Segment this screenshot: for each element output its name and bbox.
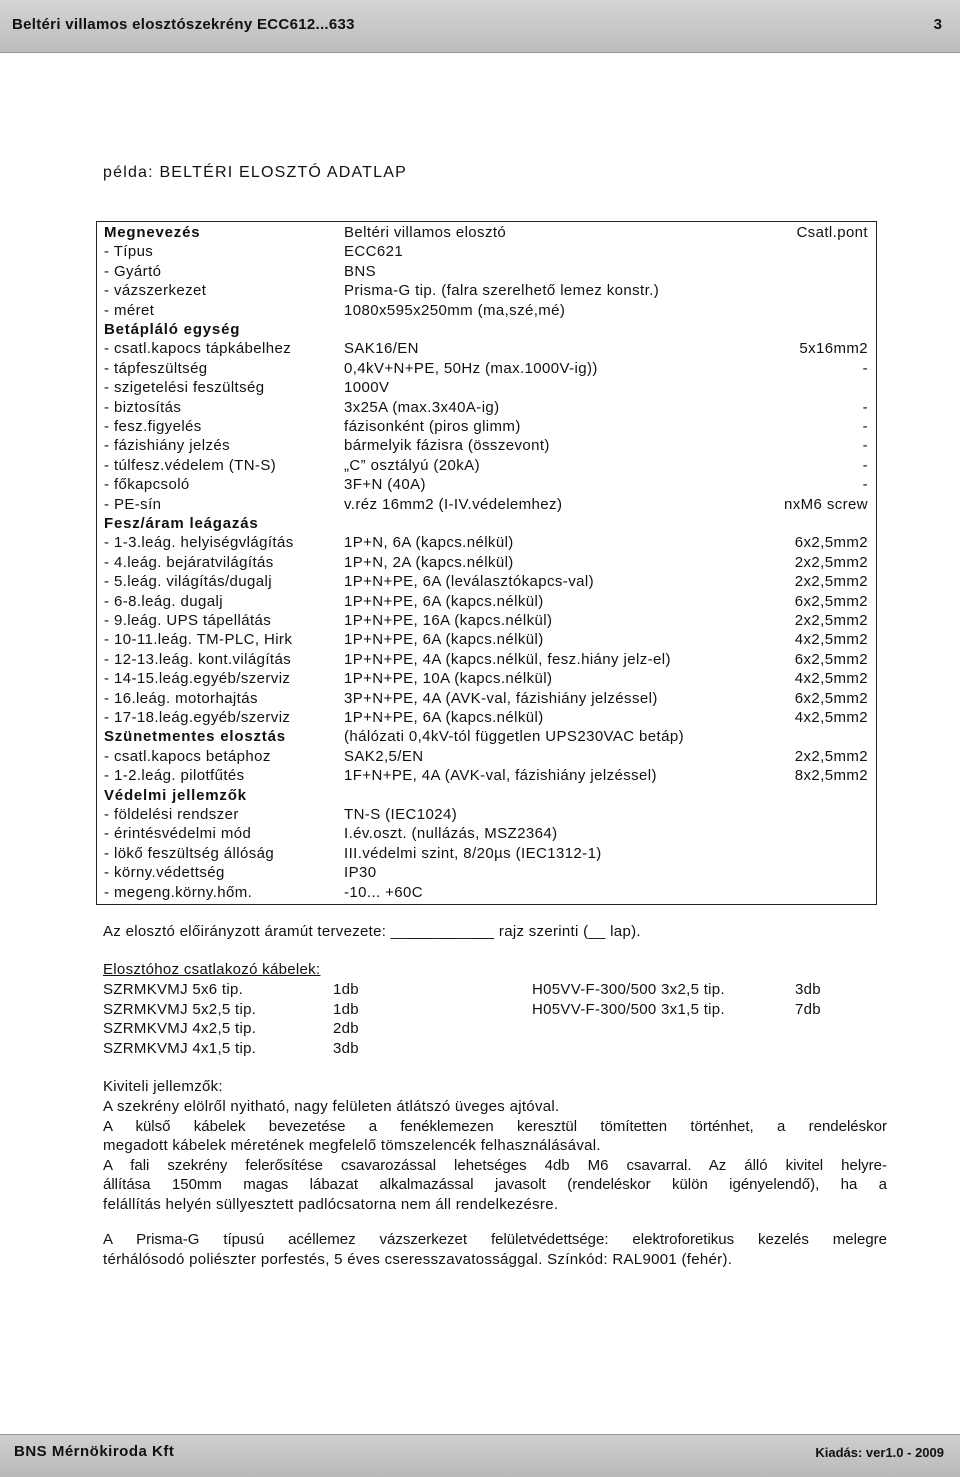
spec-connection: 6x2,5mm2	[794, 534, 868, 552]
cable-type: SZRMKVMJ 5x6 tip.	[103, 981, 244, 998]
spec-label: - 9.leág. UPS tápellátás	[104, 612, 272, 629]
spec-label: - biztosítás	[104, 398, 182, 416]
spec-row	[104, 456, 868, 475]
spec-connection: -	[862, 476, 868, 494]
spec-value: 1P+N, 2A (kapcs.nélkül)	[344, 553, 514, 571]
spec-label: - körny.védettség	[104, 864, 225, 882]
cable-type: H05VV-F-300/500 3x1,5 tip.	[532, 1000, 725, 1018]
spec-connection: 2x2,5mm2	[794, 747, 868, 765]
spec-row	[104, 650, 868, 669]
spec-label: - vázszerkezet	[104, 282, 207, 300]
spec-value: 1P+N, 6A (kapcs.nélkül)	[344, 534, 514, 552]
spec-value: 3x25A (max.3x40A-ig)	[344, 398, 500, 416]
spec-value: „C” osztályú (20kA)	[344, 456, 480, 474]
spec-label: - 1-2.leág. pilotfűtés	[104, 767, 245, 785]
spec-connection: 6x2,5mm2	[794, 689, 868, 707]
spec-connection: -	[862, 437, 868, 455]
spec-value: 1P+N+PE, 16A (kapcs.nélkül)	[344, 612, 553, 629]
paragraph-line: A külső kábelek bevezetése a fenéklemezen keresztül tömítetten történhet, a rendeléskor	[103, 1117, 887, 1135]
spec-row	[104, 708, 868, 727]
cable-type: SZRMKVMJ 4x2,5 tip.	[103, 1020, 257, 1037]
spec-label: - főkapcsoló	[104, 476, 190, 494]
spec-value: v.réz 16mm2 (I-IV.védelemhez)	[344, 495, 563, 513]
spec-value: 1F+N+PE, 4A (AVK-val, fázishiány jelzéssel)	[344, 767, 657, 785]
cable-quantity: 1db	[333, 1000, 359, 1018]
spec-connection: 4x2,5mm2	[794, 631, 868, 649]
spec-value: 3P+N+PE, 4A (AVK-val, fázishiány jelzéssel)	[344, 689, 658, 707]
spec-connection: -	[862, 418, 868, 435]
route-line: Az elosztó előirányzott áramút tervezete: ____________ rajz szerinti (__ lap).	[103, 923, 641, 940]
spec-row	[104, 242, 868, 261]
spec-label: - földelési rendszer	[104, 806, 239, 823]
spec-section-row	[104, 223, 868, 242]
spec-value: IP30	[344, 864, 377, 882]
footer-edition: Kiadás: ver1.0 - 2009	[815, 1445, 944, 1460]
spec-label: - méret	[104, 301, 155, 319]
spec-row	[104, 281, 868, 300]
spec-label: Szünetmentes elosztás	[104, 728, 286, 746]
cable-type: H05VV-F-300/500 3x2,5 tip.	[532, 981, 725, 998]
paragraph-line: A szekrény elölről nyitható, nagy felületen átlátszó üveges ajtóval.	[103, 1098, 560, 1115]
spec-connection: nxM6 screw	[783, 495, 868, 513]
spec-value: TN-S (IEC1024)	[344, 806, 458, 823]
spec-label: - 1-3.leág. helyiségvlágítás	[104, 534, 294, 552]
spec-value: 1P+N+PE, 6A (kapcs.nélkül)	[344, 709, 544, 726]
spec-value: 1000V	[344, 379, 390, 397]
spec-label: - megeng.körny.hőm.	[104, 883, 253, 901]
spec-connection: -	[862, 456, 868, 474]
cables-heading: Elosztóhoz csatlakozó kábelek:	[103, 961, 321, 978]
spec-label: - 5.leág. világítás/dugalj	[104, 573, 272, 591]
cable-quantity: 3db	[333, 1039, 359, 1057]
paragraph-line: állítása 150mm magas lábazat alkalmazással javasolt (rendeléskor külön igényelendő), ha a	[103, 1176, 887, 1193]
spec-value: Beltéri villamos elosztó	[344, 224, 507, 241]
spec-row	[104, 824, 868, 843]
spec-row	[104, 533, 868, 552]
spec-value: ECC621	[344, 243, 404, 261]
spec-connection: 2x2,5mm2	[794, 573, 868, 591]
spec-connection: 2x2,5mm2	[794, 612, 868, 629]
spec-value: 1P+N+PE, 6A (kapcs.nélkül)	[344, 631, 544, 649]
spec-connection: Csatl.pont	[796, 224, 868, 241]
spec-label: - fesz.figyelés	[104, 418, 202, 435]
spec-row	[104, 359, 868, 378]
spec-label: Betápláló egység	[104, 321, 241, 338]
example-title: példa: BELTÉRI ELOSZTÓ ADATLAP	[103, 164, 407, 181]
spec-label: - 6-8.leág. dugalj	[104, 592, 223, 610]
spec-label: - 4.leág. bejáratvilágítás	[104, 553, 274, 571]
document-title: Beltéri villamos elosztószekrény ECC612...633	[12, 16, 355, 33]
spec-label: - csatl.kapocs tápkábelhez	[104, 340, 292, 358]
spec-row	[104, 339, 868, 358]
spec-row	[104, 592, 868, 611]
spec-value: Prisma-G tip. (falra szerelhető lemez konstr.)	[344, 282, 660, 300]
spec-label: - Típus	[104, 243, 154, 261]
spec-label: - 12-13.leág. kont.világítás	[104, 650, 292, 668]
spec-label: - csatl.kapocs betáphoz	[104, 747, 271, 765]
spec-value: 1P+N+PE, 6A (kapcs.nélkül)	[344, 592, 544, 610]
cable-type: SZRMKVMJ 5x2,5 tip.	[103, 1000, 257, 1018]
spec-row	[104, 553, 868, 572]
spec-row	[104, 475, 868, 494]
spec-row	[104, 689, 868, 708]
spec-value: BNS	[344, 262, 377, 280]
spec-label: Megnevezés	[104, 224, 201, 241]
spec-row	[104, 417, 868, 436]
paragraph-line: felállítás helyén süllyesztett padlócsatorna nem áll rendelkezésre.	[103, 1195, 559, 1213]
spec-row	[104, 747, 868, 766]
spec-value: 0,4kV+N+PE, 50Hz (max.1000V-ig))	[344, 359, 598, 377]
spec-label: - érintésvédelmi mód	[104, 825, 252, 843]
spec-value: fázisonként (piros glimm)	[344, 418, 521, 435]
spec-row	[104, 630, 868, 649]
spec-label: - túlfesz.védelem (TN-S)	[104, 456, 277, 474]
spec-connection: -	[862, 359, 868, 377]
spec-row	[104, 805, 868, 824]
spec-label: - 17-18.leág.egyéb/szerviz	[104, 709, 291, 726]
spec-row	[104, 436, 868, 455]
paragraph-line: A fali szekrény felerősítése csavarozással lehetséges 4db M6 csavarral. Az álló kivitel helyre-	[103, 1156, 887, 1174]
spec-row	[104, 844, 868, 863]
spec-value: SAK2,5/EN	[344, 747, 424, 765]
spec-label: Fesz/áram leágazás	[104, 515, 259, 532]
paragraph-line: A Prisma-G típusú acéllemez vázszerkezet felületvédettsége: elektroforetikus kezelés melegre	[103, 1231, 887, 1248]
spec-row	[104, 883, 868, 902]
spec-label: Védelmi jellemzők	[104, 786, 247, 804]
spec-connection: 5x16mm2	[799, 340, 868, 358]
spec-value: SAK16/EN	[344, 340, 419, 358]
cable-quantity: 1db	[333, 981, 359, 998]
spec-connection: 8x2,5mm2	[794, 767, 868, 785]
spec-section-row	[104, 320, 868, 339]
spec-row	[104, 766, 868, 785]
spec-row	[104, 669, 868, 688]
spec-label: - tápfeszültség	[104, 359, 208, 377]
spec-connection: 6x2,5mm2	[794, 650, 868, 668]
spec-section-row	[104, 727, 868, 746]
cable-type: SZRMKVMJ 4x1,5 tip.	[103, 1039, 257, 1057]
spec-row	[104, 863, 868, 882]
spec-label: - fázishiány jelzés	[104, 437, 230, 455]
spec-value: 1P+N+PE, 6A (leválasztókapcs-val)	[344, 573, 594, 591]
cable-quantity: 7db	[795, 1000, 821, 1018]
spec-value: 1P+N+PE, 4A (kapcs.nélkül, fesz.hiány jelz-el)	[344, 650, 671, 668]
spec-connection: 4x2,5mm2	[794, 670, 868, 688]
spec-row	[104, 495, 868, 514]
spec-value: 1080x595x250mm (ma,szé,mé)	[344, 301, 566, 319]
spec-value: -10... +60C	[344, 883, 424, 901]
paragraph-line: térhálósodó poliészter porfestés, 5 éves cseresszavatossággal. Színkód: RAL9001 (fehér).	[103, 1250, 733, 1268]
spec-connection: -	[862, 398, 868, 416]
spec-value: 1P+N+PE, 10A (kapcs.nélkül)	[344, 670, 553, 688]
spec-value: I.év.oszt. (nullázás, MSZ2364)	[344, 825, 558, 843]
spec-row	[104, 572, 868, 591]
spec-value: 3F+N (40A)	[344, 476, 426, 494]
spec-row	[104, 398, 868, 417]
spec-section-row	[104, 786, 868, 805]
features-heading: Kiviteli jellemzők:	[103, 1078, 223, 1095]
spec-row	[104, 301, 868, 320]
footer-company: BNS Mérnökiroda Kft	[14, 1443, 175, 1460]
spec-row	[104, 611, 868, 630]
page-number: 3	[933, 16, 942, 33]
spec-label: - lökő feszültség állóság	[104, 844, 275, 862]
spec-section-row	[104, 514, 868, 533]
spec-value: III.védelmi szint, 8/20µs (IEC1312-1)	[344, 844, 602, 862]
spec-value: (hálózati 0,4kV-tól független UPS230VAC betáp)	[344, 728, 684, 746]
paragraph-line: megadott kábelek méretének megfelelő tömszelencék felhasználásával.	[103, 1137, 601, 1154]
spec-label: - 14-15.leág.egyéb/szerviz	[104, 670, 291, 688]
spec-connection: 2x2,5mm2	[794, 553, 868, 571]
spec-connection: 6x2,5mm2	[794, 592, 868, 610]
spec-value: bármelyik fázisra (összevont)	[344, 437, 550, 455]
spec-label: - 16.leág. motorhajtás	[104, 689, 258, 707]
cable-quantity: 3db	[795, 981, 821, 998]
spec-label: - PE-sín	[104, 495, 162, 513]
spec-label: - 10-11.leág. TM-PLC, Hirk	[104, 631, 293, 649]
spec-row	[104, 262, 868, 281]
spec-label: - szigetelési feszültség	[104, 379, 265, 397]
spec-connection: 4x2,5mm2	[794, 709, 868, 726]
cable-quantity: 2db	[333, 1020, 359, 1037]
spec-label: - Gyártó	[104, 262, 162, 280]
spec-row	[104, 378, 868, 397]
